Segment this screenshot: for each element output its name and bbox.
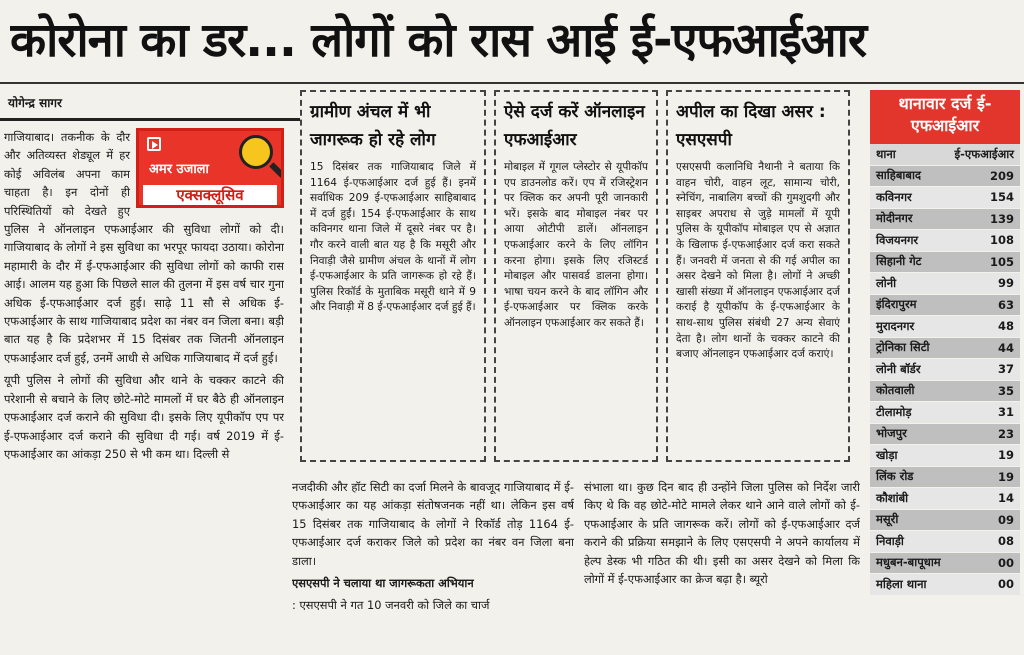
headline: कोरोना का डर... लोगों को रास आई ई-एफआईआर xyxy=(10,13,867,68)
station-count: 99 xyxy=(997,276,1014,291)
station-count: 23 xyxy=(997,426,1014,441)
station-name: साहिबाबाद xyxy=(876,168,922,183)
table-row xyxy=(870,424,1020,446)
station-name: लोनी बॉर्डर xyxy=(876,361,921,376)
station-count: 09 xyxy=(997,512,1014,527)
brand-badge xyxy=(136,128,284,208)
table-row xyxy=(870,209,1020,231)
station-name: मोदीनगर xyxy=(876,211,913,226)
subheading: एसएसपी ने चलाया था जागरूकता अभियान xyxy=(292,576,474,591)
station-table-header xyxy=(870,144,1020,166)
station-name: कौशांबी xyxy=(876,490,909,505)
brand-name: अमर उजाला xyxy=(149,162,209,177)
headline-rule xyxy=(0,82,1024,84)
main-column xyxy=(4,128,284,653)
box-howto-body: मोबाइल में गूगल प्लेस्टोर से यूपीकॉप एप डाउनलोड करें। एप में रजिस्ट्रेशन पर क्लिक कर अपनी पूरी जानकारी भरें। इसके बाद मोबाइल नंबर पर आया ओटीपी डालें। ऑनलाइन एफआईआर करने के लिए लॉगिन करना होगा। इसके लिए रजिस्टर्ड मोबाइल और पासवर्ड डालना होगा। भाषा चयन करने के बाद लॉगिन और ई-एफआईआर पर क्लिक करके ऑनलाइन एफआईआर कर सकते हैं। xyxy=(504,161,648,329)
box-rural-body: 15 दिसंबर तक गाजियाबाद जिले में 1164 ई-एफआईआर दर्ज हुई हैं। इनमें सर्वाधिक 209 ई-एफआईआर साहिबाबाद में दर्ज हुईं। 154 ई-एफआईआर के साथ कविनगर थाना जिले में दूसरे नंबर पर है। गौर करने वाली बात यह है कि मसूरी और निवाड़ी जैसे ग्रामीण अंचल के थानों में लोग ई-एफआईआर के प्रति जागरूक हो रहे हैं। पुलिस रिकॉर्ड के मुताबिक मसूरी थाने में 9 और निवाड़ी में 8 ई-एफआईआर दर्ज हुई हैं। xyxy=(310,161,476,314)
table-row xyxy=(870,252,1020,274)
box-appeal-body: एसएसपी कलानिधि नैथानी ने बताया कि वाहन चोरी, वाहन लूट, सामान्य चोरी, स्नेचिंग, नाबालिग बच्चों की गुमशुदगी और साइबर अपराध से जुड़े मामलों में यूपी पुलिस के यूपीकॉप मोबाइल एप से अज्ञात के खिलाफ ई-एफआईआर दर्ज करा सकते हैं। जनवरी में जनता से की गई अपील का असर देखने को मिला है। लोगों ने अच्छी खासी संख्या में ऑनलाइन एफआईआर दर्ज कराई है यूपीकॉप के ई-एफआईआर के साथ-साथ पुलिस संबंधी 27 अन्य सेवाएं देता है। लोग थानों के चक्कर काटने की बजाए ऑनलाइन एफआईआर दर्ज कराएं। xyxy=(676,161,840,361)
station-name: लिंक रोड xyxy=(876,469,914,484)
station-table-title: थानावार दर्ज ई-एफआईआर xyxy=(870,90,1020,144)
header-station: थाना xyxy=(876,146,896,161)
station-name: खोड़ा xyxy=(876,447,898,462)
station-count: 19 xyxy=(997,469,1014,484)
station-count: 37 xyxy=(997,362,1014,377)
table-row xyxy=(870,359,1020,381)
table-row xyxy=(870,574,1020,596)
station-count: 08 xyxy=(997,534,1014,549)
box-howto-title: ऐसे दर्ज करें ऑनलाइन एफआईआर xyxy=(504,102,645,150)
station-name: मुरादनगर xyxy=(876,318,915,333)
bottom-column-3 xyxy=(584,478,860,648)
box-howto xyxy=(494,90,658,462)
brand-exclusive: एक्सक्लूसिव xyxy=(143,185,277,205)
station-count: 209 xyxy=(989,168,1014,183)
header-count: ई-एफआईआर xyxy=(954,146,1014,161)
box-appeal xyxy=(666,90,850,462)
table-row xyxy=(870,553,1020,575)
main-paragraph-1: गाजियाबाद। तकनीक के दौर और अतिव्यस्त शेड्यूल में हर कोई अविलंब अपना काम चाहता है। इन दोनों ही परिस्थितियों को देखते हुए पुलिस ने ऑनलाइन एफआईआर की सुविधा लोगों को दी। गाजियाबाद के लोगों ने इस सुविधा का भरपूर फायदा उठाया। कोरोना महामारी के दौर में ई-एफआईआर की सुविधा लोगों को काफी रास आई। आलम यह हुआ कि पिछले साल की तुलना में इस वर्ष चार गुना अधिक ई-एफआईआर दर्ज हुई। साढ़े 11 सौ से अधिक ई-एफआईआर के साथ गाजियाबाद प्रदेश का नंबर वन जिला बना। बड़ी बात यह है कि प्रदेशभर में 15 दिसंबर तक जितनी ऑनलाइन एफआईआर दर्ज हुई, उनमें आधी से अधिक गाजियाबाद में दर्ज हुई। xyxy=(4,130,284,365)
table-row xyxy=(870,338,1020,360)
station-count: 31 xyxy=(997,405,1014,420)
station-name: टीलामोड़ xyxy=(876,404,912,419)
play-icon xyxy=(147,137,161,151)
station-count: 35 xyxy=(997,383,1014,398)
station-count: 48 xyxy=(997,319,1014,334)
station-name: ट्रोनिका सिटी xyxy=(876,340,930,355)
station-name: मसूरी xyxy=(876,512,899,527)
station-count: 19 xyxy=(997,448,1014,463)
station-name: लोनी xyxy=(876,275,897,290)
station-name: विजयनगर xyxy=(876,232,919,247)
station-name: कविनगर xyxy=(876,189,912,204)
table-row xyxy=(870,230,1020,252)
station-table xyxy=(870,90,1020,650)
station-name: सिहानी गेट xyxy=(876,254,922,269)
table-row xyxy=(870,467,1020,489)
station-name: महिला थाना xyxy=(876,576,927,591)
main-paragraph-2: यूपी पुलिस ने लोगों की सुविधा और थाने के चक्कर काटने की परेशानी से बचाने के लिए छोटे-मोटे मामलों में घर बैठे ही ऑनलाइन एफआईआर दर्ज कराने की सुविधा दी। इसके लिए यूपीकॉप एप पर ई-एफआईआर दर्ज कराने की सुविधा दी गई। वर्ष 2019 में ई-एफआईआर का आंकड़ा 250 से भी कम था। दिल्ली से xyxy=(4,373,284,461)
station-name: कोतवाली xyxy=(876,383,915,398)
station-count: 139 xyxy=(989,211,1014,226)
station-name: निवाड़ी xyxy=(876,533,904,548)
station-name: भोजपुर xyxy=(876,426,907,441)
box-appeal-title: अपील का दिखा असर : एसएसपी xyxy=(676,102,826,150)
box-rural-title: ग्रामीण अंचल में भी जागरूक हो रहे लोग xyxy=(310,102,436,150)
table-row xyxy=(870,187,1020,209)
bottom-paragraph-2b: : एसएसपी ने गत 10 जनवरी को जिले का चार्ज xyxy=(292,598,490,613)
station-count: 105 xyxy=(989,254,1014,269)
bottom-paragraph-3: संभाला था। कुछ दिन बाद ही उन्होंने जिला पुलिस को निर्देश जारी किए थे कि वह छोटे-मोटे मामले लेकर थाने आने वाले लोगों को ई-एफआईआर के प्रति जागरूक करें। लोगों को ई-एफआईआर दर्ज कराने की प्रक्रिया समझाने के लिए एसएसपी ने अपने कार्यालय में हेल्प डेस्क भी गठित की थी। इसी का असर देखने को मिला कि लोगों में ई-एफआईआर का क्रेज बढ़ा है। ब्यूरो xyxy=(584,480,860,587)
station-count: 00 xyxy=(997,555,1014,570)
station-count: 14 xyxy=(997,491,1014,506)
byline: योगेन्द्र सागर xyxy=(8,96,62,110)
table-row xyxy=(870,510,1020,532)
magnifier-icon xyxy=(239,135,273,169)
box-rural xyxy=(300,90,486,462)
table-row xyxy=(870,273,1020,295)
station-count: 108 xyxy=(989,233,1014,248)
station-name: इंदिरापुरम xyxy=(876,297,917,312)
bottom-column-2 xyxy=(292,478,574,648)
table-row xyxy=(870,295,1020,317)
bottom-paragraph-2: नजदीकी और हॉट सिटी का दर्जा मिलने के बावजूद गाजियाबाद में ई-एफआईआर का यह आंकड़ा संतोषजनक नहीं था। लेकिन इस वर्ष 15 दिसंबर तक गाजियाबाद के लोगों ने रिकॉर्ड तोड़ 1164 ई-एफआईआर दर्ज कराकर जिले को प्रदेश का नंबर वन जिला बना डाला। xyxy=(292,480,574,568)
table-row xyxy=(870,531,1020,553)
byline-rule xyxy=(0,118,300,121)
table-row xyxy=(870,445,1020,467)
station-count: 154 xyxy=(989,190,1014,205)
table-row xyxy=(870,488,1020,510)
table-row xyxy=(870,316,1020,338)
table-row xyxy=(870,402,1020,424)
station-name: मधुबन-बापूधाम xyxy=(876,555,941,570)
station-count: 44 xyxy=(997,340,1014,355)
table-row xyxy=(870,166,1020,188)
table-row xyxy=(870,381,1020,403)
station-count: 63 xyxy=(997,297,1014,312)
station-count: 00 xyxy=(997,577,1014,592)
